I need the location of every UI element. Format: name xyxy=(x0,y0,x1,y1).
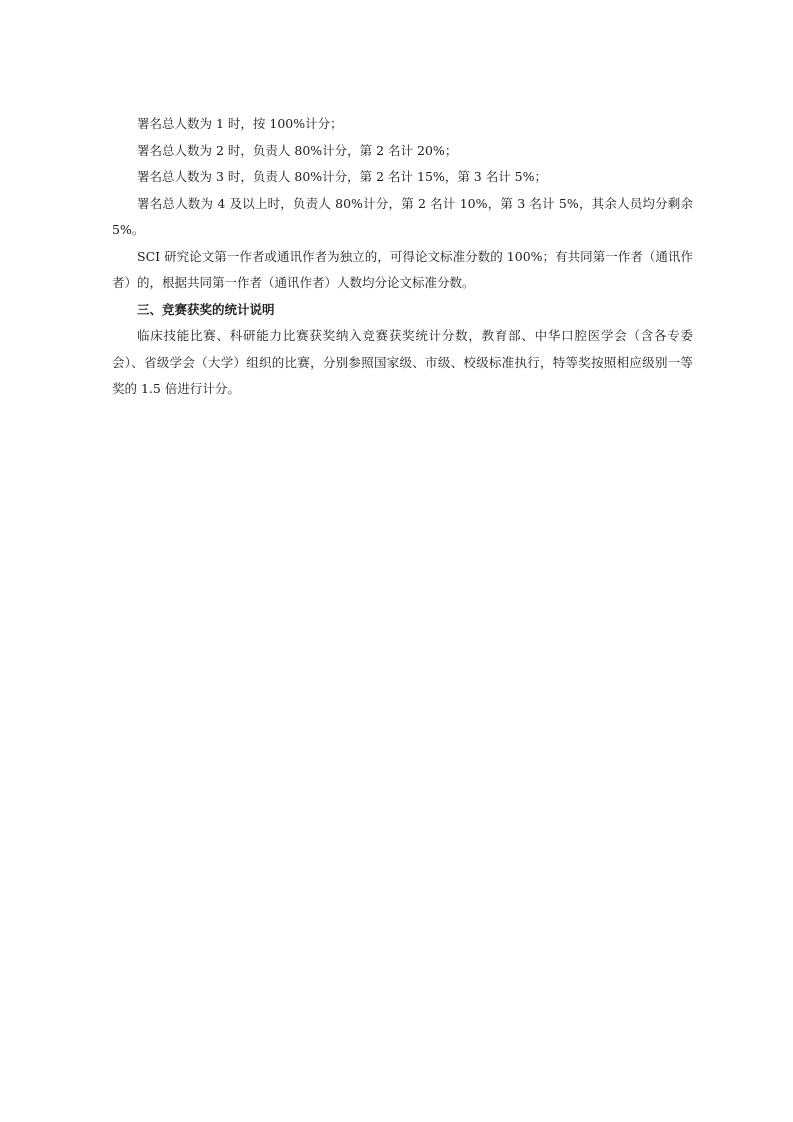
paragraph-sci-papers: SCI 研究论文第一作者或通讯作者为独立的，可得论文标准分数的 100%；有共同第一作者（通讯作者）的，根据共同第一作者（通讯作者）人数均分论文标准分数。 xyxy=(112,248,693,290)
paragraph-three-authors: 署名总人数为 3 时，负责人 80%计分，第 2 名计 15%，第 3 名计 5%； xyxy=(137,169,548,184)
section-heading: 三、竞赛获奖的统计说明 xyxy=(137,301,275,317)
paragraph-four-plus-authors: 署名总人数为 4 及以上时，负责人 80%计分，第 2 名计 10%，第 3 名计 5%，其余人员均分剩余 5%。 xyxy=(112,195,693,237)
paragraph-competition-awards: 临床技能比赛、科研能力比赛获奖纳入竞赛获奖统计分数，教育部、中华口腔医学会（含各专委会）、省级学会（大学）组织的比赛，分别参照国家级、市级、校级标准执行，特等奖按照相应级别一等奖的 1.5 倍进行计分。 xyxy=(112,328,693,396)
paragraph-two-authors: 署名总人数为 2 时，负责人 80%计分，第 2 名计 20%； xyxy=(137,142,458,158)
paragraph-one-author: 署名总人数为 1 时，按 100%计分； xyxy=(137,116,343,131)
document-body xyxy=(112,111,693,403)
